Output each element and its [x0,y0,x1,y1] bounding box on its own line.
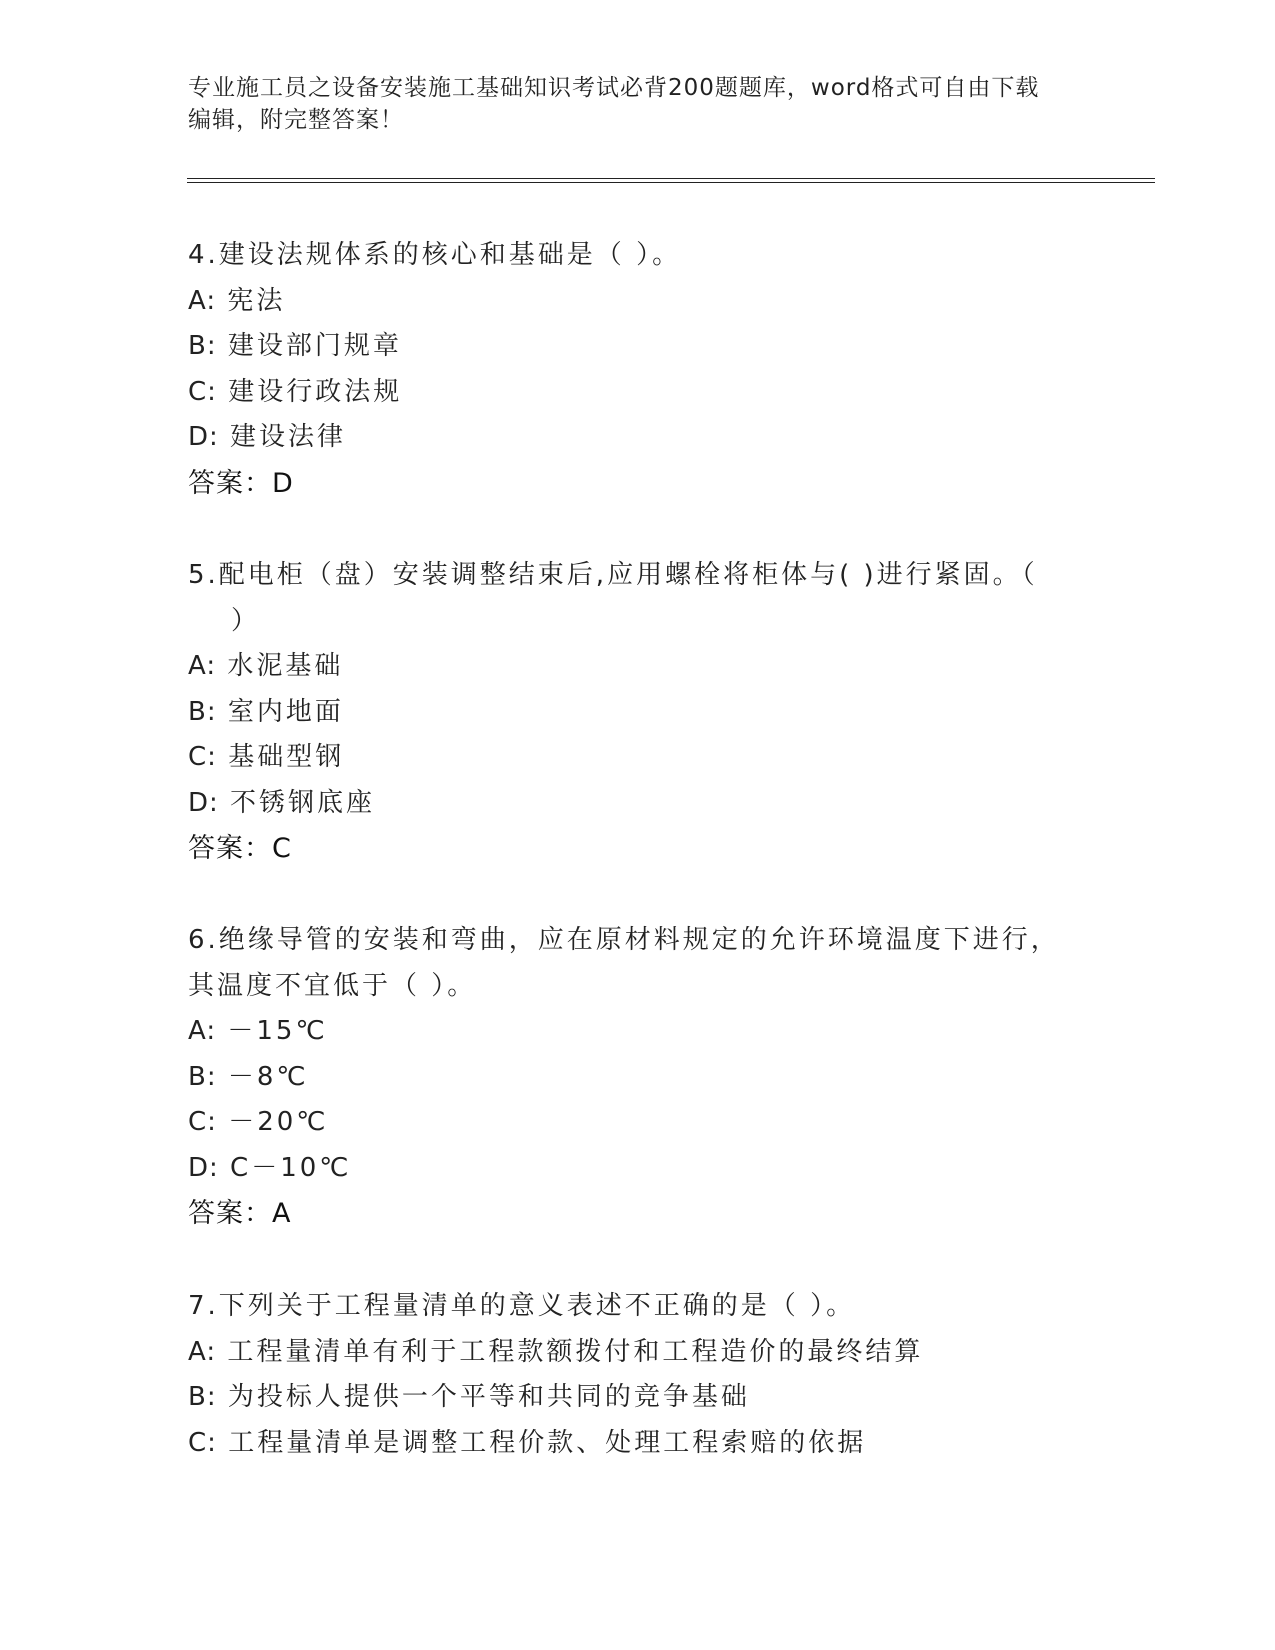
option-b [188,1375,1068,1421]
option-key: A: [188,285,217,316]
header-line-1: 专业施工员之设备安装施工基础知识考试必背200题题库，word格式可自由下载 [188,75,1040,101]
option-key: C: [188,1427,217,1458]
option-key: B: [188,696,217,727]
question-stem-continuation: 其温度不宜低于（ ）。 [188,970,477,1001]
option-c [188,1421,1068,1467]
option-key: D: [188,787,219,818]
question-5 [188,553,1068,872]
option-d [188,781,1068,827]
option-text: 水泥基础 [227,651,344,681]
option-a [188,279,1068,325]
question-4 [188,233,1068,506]
option-text: C－10℃ [230,1152,352,1183]
option-text: －20℃ [228,1107,329,1137]
option-d [188,415,1068,461]
header-divider-bottom [187,182,1155,183]
option-key: C: [188,742,217,772]
option-d [188,1146,1068,1192]
header-divider-top [187,178,1155,179]
option-text: －15℃ [227,1016,328,1046]
option-text: 为投标人提供一个平等和共同的竞争基础 [227,1382,750,1412]
question-7 [188,1284,1068,1466]
option-b [188,690,1068,736]
option-key: D: [188,1152,219,1183]
option-key: C: [188,376,217,407]
option-text: 基础型钢 [228,742,345,772]
answer-line: 答案：D [188,467,294,499]
option-c [188,735,1068,781]
document-header [188,72,1068,136]
option-text: 建设部门规章 [227,331,402,361]
answer-line: 答案：C [188,833,292,864]
option-c [188,370,1068,416]
option-a [188,1330,1068,1376]
option-key: B: [188,1382,217,1412]
option-text: 室内地面 [227,696,344,727]
option-b [188,1055,1068,1101]
option-key: D: [188,422,219,452]
option-text: 工程量清单是调整工程价款、处理工程索赔的依据 [228,1427,867,1458]
option-text: 工程量清单有利于工程款额拨付和工程造价的最终结算 [227,1336,924,1367]
option-text: －8℃ [227,1061,309,1092]
option-key: A: [188,651,217,681]
answer-line: 答案：A [188,1198,292,1229]
option-a [188,644,1068,690]
question-stem: 5.配电柜（盘）安装调整结束后,应用螺栓将柜体与( )进行紧固。（ [188,560,1038,590]
option-text: 建设行政法规 [228,376,403,407]
option-c [188,1100,1068,1146]
option-key: A: [188,1016,217,1046]
option-key: C: [188,1107,217,1137]
option-a [188,1009,1068,1055]
option-text: 不锈钢底座 [230,787,376,818]
option-text: 建设法律 [230,422,347,452]
option-key: B: [188,331,217,361]
question-stem: 7.下列关于工程量清单的意义表述不正确的是（ ）。 [188,1291,856,1321]
question-stem-continuation: ） [231,605,261,636]
question-6 [188,918,1068,1237]
question-stem: 6.绝缘导管的安装和弯曲，应在原材料规定的允许环境温度下进行， [188,925,1060,955]
option-text: 宪法 [227,285,286,316]
header-line-2: 编辑，附完整答案！ [188,107,404,133]
question-stem: 4.建设法规体系的核心和基础是（ ）。 [188,240,682,270]
option-key: A: [188,1336,217,1367]
option-key: B: [188,1061,217,1092]
option-b [188,324,1068,370]
